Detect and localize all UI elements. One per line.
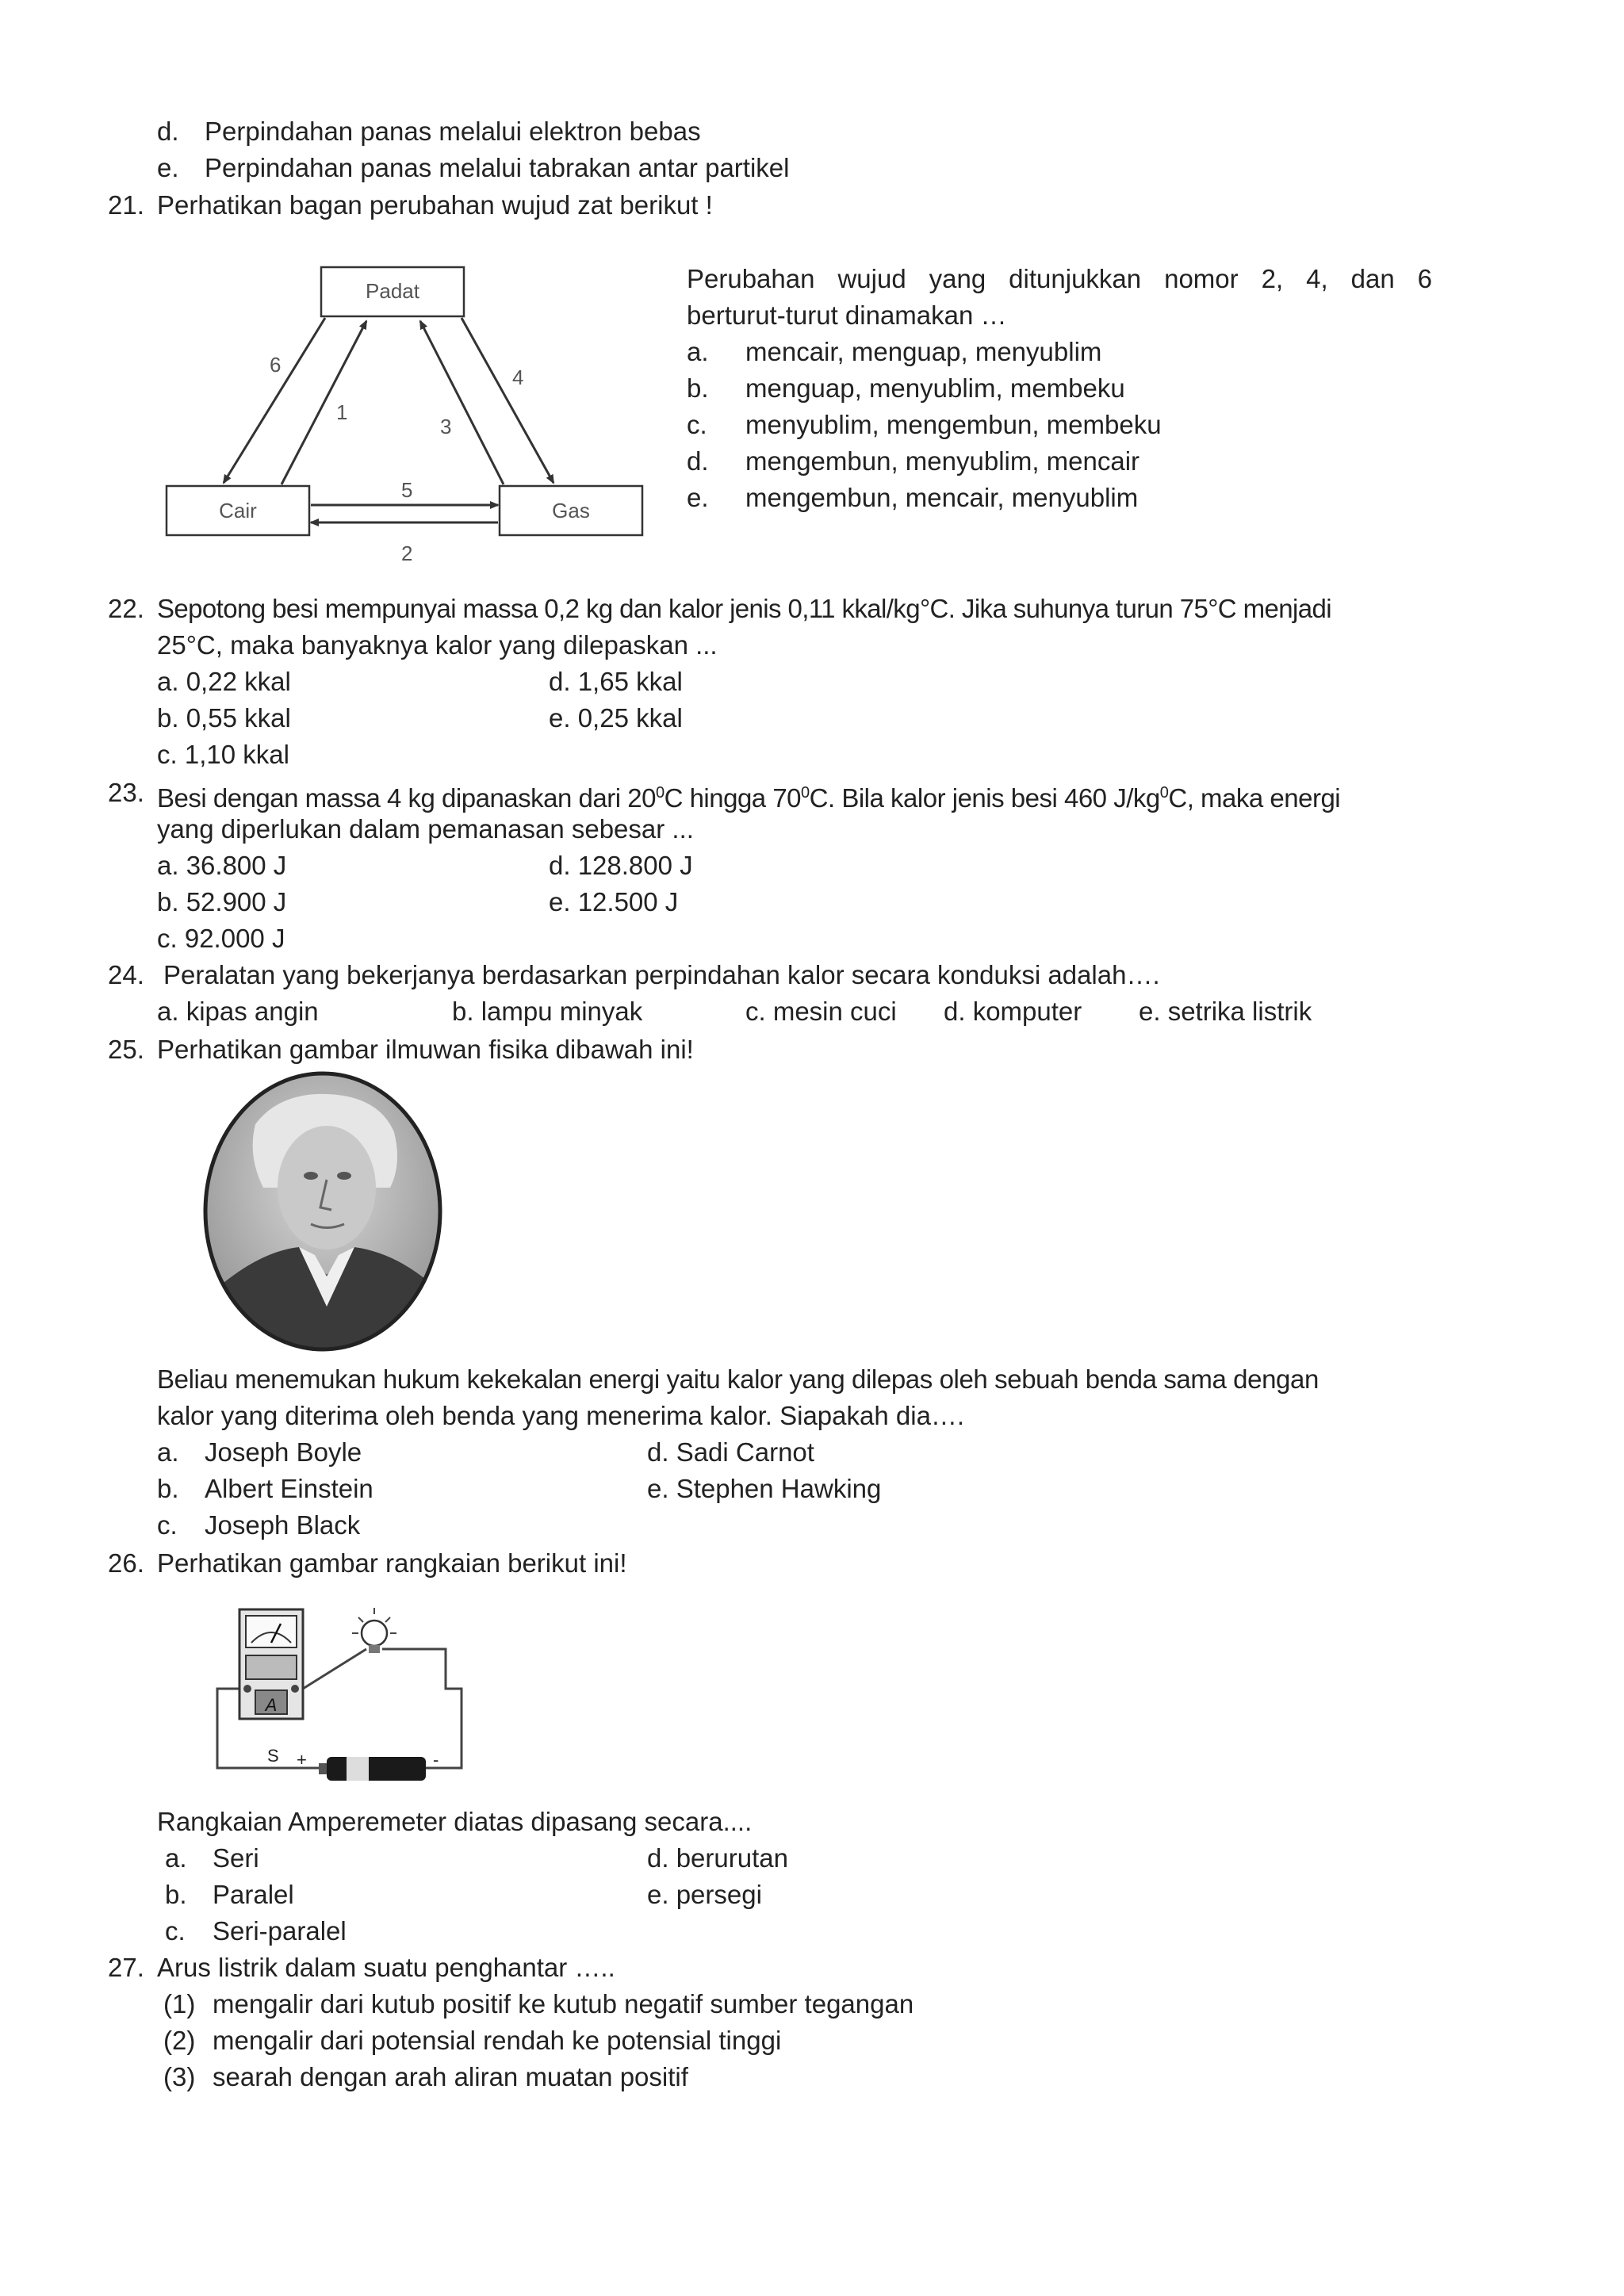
option-c: c. 92.000 J xyxy=(157,924,285,953)
statement-number: (2) xyxy=(163,2026,196,2055)
arrow-label-1: 1 xyxy=(336,400,348,424)
option-a: a. 0,22 kkal xyxy=(157,667,291,696)
option-letter: c. xyxy=(687,410,707,439)
option-e: e. setrika listrik xyxy=(1139,997,1312,1026)
arrow-3 xyxy=(420,321,504,484)
question-text: yang diperlukan dalam pemanasan sebesar ... xyxy=(157,814,694,844)
option-text: Albert Einstein xyxy=(205,1474,373,1503)
option-letter: b. xyxy=(165,1880,187,1909)
option-text: mengembun, mencair, menyublim xyxy=(745,483,1139,512)
question-text: Peralatan yang bekerjanya berdasarkan perpindahan kalor secara konduksi adalah…. xyxy=(163,960,1160,989)
question-number: 25. xyxy=(108,1035,144,1064)
option-letter: e. xyxy=(157,153,179,182)
question-text: Rangkaian Amperemeter diatas dipasang secara.... xyxy=(157,1807,753,1836)
option-text: Seri xyxy=(213,1843,259,1873)
question-text: Arus listrik dalam suatu penghantar ….. xyxy=(157,1953,615,1982)
option-letter: b. xyxy=(157,1474,179,1503)
question-number: 22. xyxy=(108,594,144,623)
option-letter: a. xyxy=(157,1437,179,1467)
option-b: b. lampu minyak xyxy=(452,997,643,1026)
option-text: Perpindahan panas melalui tabrakan antar partikel xyxy=(205,153,790,182)
battery xyxy=(327,1757,426,1781)
arrow-label-2: 2 xyxy=(401,541,413,565)
label-gas: Gas xyxy=(552,499,590,522)
option-letter: e. xyxy=(687,483,709,512)
question-text: Perhatikan gambar rangkaian berikut ini! xyxy=(157,1548,627,1578)
option-letter: b. xyxy=(687,373,709,403)
arrow-4 xyxy=(462,318,553,483)
statement-text: mengalir dari potensial rendah ke potensial tinggi xyxy=(213,2026,782,2055)
option-c: c. mesin cuci xyxy=(745,997,897,1026)
option-e: e. persegi xyxy=(647,1880,762,1909)
arrow-label-5: 5 xyxy=(401,478,413,502)
option-d: d. komputer xyxy=(944,997,1082,1026)
option-e: e. 0,25 kkal xyxy=(549,703,683,733)
option-b: b. 52.900 J xyxy=(157,887,287,916)
option-b: b. 0,55 kkal xyxy=(157,703,291,733)
option-a: a. 36.800 J xyxy=(157,851,287,880)
option-d: d. berurutan xyxy=(647,1843,788,1873)
arrow-label-6: 6 xyxy=(270,353,282,377)
option-d: d. 128.800 J xyxy=(549,851,693,880)
question-text: Beliau menemukan hukum kekekalan energi yaitu kalor yang dilepas oleh sebuah benda sama dengan xyxy=(157,1364,1319,1394)
plus-label: + xyxy=(297,1750,307,1770)
question-number: 23. xyxy=(108,778,144,807)
option-d: d. 1,65 kkal xyxy=(549,667,683,696)
question-number: 26. xyxy=(108,1548,144,1578)
lamp xyxy=(352,1608,396,1653)
ammeter-circuit xyxy=(208,1601,477,1792)
label-padat: Padat xyxy=(366,279,419,303)
arrow-1 xyxy=(282,321,366,484)
option-a: a. kipas angin xyxy=(157,997,319,1026)
option-text: menyublim, mengembun, membeku xyxy=(745,410,1162,439)
switch-label: S xyxy=(267,1746,279,1766)
question-number: 21. xyxy=(108,190,144,220)
statement-text: searah dengan arah aliran muatan positif xyxy=(213,2062,688,2091)
option-letter: c. xyxy=(157,1510,178,1540)
option-text: Paralel xyxy=(213,1880,294,1909)
option-letter: d. xyxy=(687,446,709,476)
question-text: kalor yang diterima oleh benda yang menerima kalor. Siapakah dia…. xyxy=(157,1401,965,1430)
option-text: mencair, menguap, menyublim xyxy=(745,337,1102,366)
option-text: mengembun, menyublim, mencair xyxy=(745,446,1140,476)
question-text: berturut-turut dinamakan … xyxy=(687,300,1007,330)
arrow-label-3: 3 xyxy=(440,415,452,438)
option-text: Seri-paralel xyxy=(213,1916,347,1946)
question-text: Besi dengan massa 4 kg dipanaskan dari $20^0C$ hingga $70^0C$. Bila kalor jenis besi 460 $J/kg^0C$, maka energi xyxy=(157,783,1341,813)
ammeter-label: A xyxy=(265,1695,278,1715)
label-cair: Cair xyxy=(219,499,257,522)
question-number: 24. xyxy=(108,960,144,989)
option-letter: d. xyxy=(157,117,179,146)
option-text: menguap, menyublim, membeku xyxy=(745,373,1125,403)
option-letter: c. xyxy=(165,1916,186,1946)
minus-label: - xyxy=(433,1750,439,1770)
arrow-6 xyxy=(224,318,325,483)
option-text: Perpindahan panas melalui elektron bebas xyxy=(205,117,701,146)
option-letter: a. xyxy=(687,337,709,366)
option-c: c. 1,10 kkal xyxy=(157,740,289,769)
option-e: e. 12.500 J xyxy=(549,887,679,916)
question-text: Perhatikan bagan perubahan wujud zat berikut ! xyxy=(157,190,713,220)
question-text: Perhatikan gambar ilmuwan fisika dibawah ini! xyxy=(157,1035,694,1064)
scientist-portrait xyxy=(200,1069,446,1354)
arrow-label-4: 4 xyxy=(512,365,524,389)
statement-number: (3) xyxy=(163,2062,196,2091)
option-d: d. Sadi Carnot xyxy=(647,1437,814,1467)
statement-number: (1) xyxy=(163,1989,196,2019)
question-text: 25°C, maka banyaknya kalor yang dilepaskan ... xyxy=(157,630,718,660)
option-letter: a. xyxy=(165,1843,187,1873)
state-change-diagram xyxy=(159,258,650,575)
question-number: 27. xyxy=(108,1953,144,1982)
option-text: Joseph Black xyxy=(205,1510,361,1540)
option-e: e. Stephen Hawking xyxy=(647,1474,882,1503)
statement-text: mengalir dari kutub positif ke kutub negatif sumber tegangan xyxy=(213,1989,914,2019)
option-text: Joseph Boyle xyxy=(205,1437,362,1467)
question-text: Perubahan wujud yang ditunjukkan nomor 2, 4, dan 6 xyxy=(687,264,1432,293)
question-text: Sepotong besi mempunyai massa 0,2 kg dan kalor jenis 0,11 kkal/kg°C. Jika suhunya turun 75°C menjadi xyxy=(157,594,1331,623)
